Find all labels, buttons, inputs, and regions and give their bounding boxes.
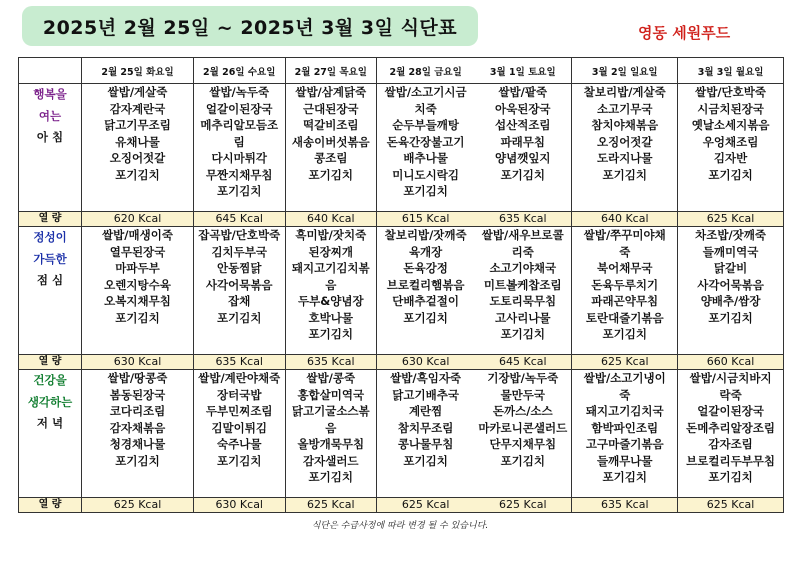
menu-item: 배추나물 [403, 151, 448, 165]
menu-item: 닭고기무조림 [104, 118, 171, 132]
menu-item: 죽 [619, 244, 631, 259]
kcal-value: 660 Kcal [678, 355, 784, 370]
menu-item: 감자채볶음 [109, 420, 166, 435]
menu-item: 콩조림 [314, 151, 348, 165]
breakfast-row [19, 84, 784, 212]
menu-item: 포기김치 [217, 310, 262, 325]
menu-cell [474, 84, 571, 200]
menu-cell [678, 227, 784, 355]
menu-cell-split [377, 84, 572, 212]
menu-table [18, 57, 784, 513]
kcal-value: 630 Kcal [193, 498, 285, 513]
menu-item: 안동찜닭 [217, 261, 262, 275]
menu-item: 고사리나물 [495, 310, 551, 325]
menu-item: 계란찜 [408, 404, 443, 418]
menu-item: 다시마튀각 [211, 151, 267, 165]
meal-label-dinner: 건강을 생각하는 저 녁 [19, 370, 82, 498]
kcal-value: 640 Kcal [572, 212, 678, 227]
menu-item: 메추리알모듬조 [200, 118, 279, 132]
menu-item: 쌀밥/삼계닭죽 [295, 85, 367, 99]
menu-item: 김치두부국 [211, 244, 267, 259]
menu-cell [193, 370, 285, 498]
menu-item: 단배추겉절이 [392, 294, 459, 308]
menu-item: 포기김치 [602, 167, 647, 182]
kcal-value: 615 Kcal [401, 212, 450, 225]
menu-item: 쌀밥/계란야채죽 [198, 371, 281, 385]
menu-item: 잡곡밥/단호박죽 [198, 228, 281, 242]
column-header: 2월 28일 금요일 [389, 66, 462, 78]
menu-item: 돈육두루치기 [591, 277, 659, 292]
kcal-value: 640 Kcal [285, 212, 377, 227]
menu-item: 닭갈비 [713, 261, 748, 275]
menu-item: 오징어젓갈 [596, 134, 653, 149]
kcal-value: 630 Kcal [82, 355, 194, 370]
menu-item: 포기김치 [708, 167, 753, 182]
kcal-value: 620 Kcal [82, 212, 194, 227]
menu-item: 얼갈이된장국 [697, 404, 764, 418]
menu-item: 도라지나물 [596, 151, 653, 165]
corner-cell [19, 58, 82, 84]
column-header: 2월 27일 목요일 [285, 58, 377, 84]
menu-item: 우엉채조림 [702, 134, 759, 149]
menu-item: 포기김치 [708, 310, 753, 325]
menu-item: 사각어묵볶음 [697, 277, 764, 292]
menu-item: 새송이버섯볶음 [291, 134, 370, 149]
header-row [19, 58, 784, 84]
menu-item: 들깨무나물 [596, 453, 653, 468]
menu-cell-split [377, 227, 572, 355]
menu-item: 쌀밥/콩죽 [306, 371, 356, 385]
menu-item: 두부민찌조림 [205, 404, 273, 418]
menu-item: 홍합살미역국 [297, 387, 365, 402]
menu-item: 감자조림 [708, 437, 753, 451]
menu-item: 음 [325, 420, 337, 435]
menu-item: 포기김치 [308, 327, 353, 341]
menu-item: 돈까스/소스 [492, 404, 553, 418]
menu-item: 참치야채볶음 [591, 118, 659, 132]
column-header: 3월 3일 월요일 [678, 58, 784, 84]
menu-item: 쌀밥/매생이죽 [102, 228, 173, 242]
kcal-value: 635 Kcal [285, 355, 377, 370]
kcal-row [19, 355, 784, 370]
menu-item: 돼지고기김치국 [585, 404, 664, 418]
menu-item: 찰보리밥/잣깨죽 [384, 228, 467, 242]
menu-item: 브로컬리두부무침 [686, 453, 776, 468]
menu-item: 무짠지채무침 [205, 167, 273, 182]
lunch-row [19, 227, 784, 355]
kcal-value: 625 Kcal [499, 498, 547, 511]
footer-note: 식단은 수급사정에 따라 변경 될 수 있습니다. [311, 521, 489, 531]
menu-item: 쌀밥/땅콩죽 [107, 371, 168, 385]
menu-item: 옛날소세지볶음 [691, 118, 770, 132]
menu-item: 북어채무국 [596, 261, 653, 275]
menu-cell [377, 227, 474, 343]
menu-item: 쌀밥/녹두죽 [209, 85, 270, 99]
menu-item: 토란대줄기볶음 [585, 310, 664, 325]
menu-item: 섭산적조림 [495, 118, 551, 132]
menu-cell [377, 84, 474, 200]
menu-cell [474, 370, 571, 469]
menu-item: 포기김치 [403, 310, 448, 325]
menu-item: 오복지채무침 [104, 294, 171, 308]
kcal-row [19, 212, 784, 227]
menu-item: 돈메추리알장조림 [686, 420, 776, 435]
menu-cell [285, 370, 377, 498]
menu-item: 함박파인조림 [591, 420, 659, 435]
menu-item: 포기김치 [217, 184, 262, 198]
menu-item: 흑미밥/잣치죽 [295, 228, 367, 242]
menu-item: 포기김치 [403, 184, 448, 198]
menu-item: 음 [325, 277, 337, 292]
menu-cell [474, 227, 571, 343]
menu-item: 유채나물 [115, 134, 160, 149]
kcal-label: 열 량 [19, 355, 82, 370]
kcal-value: 645 Kcal [499, 355, 547, 368]
menu-item: 떡갈비조림 [303, 118, 359, 132]
kcal-value: 630 Kcal [401, 355, 450, 368]
menu-item: 단무지채무침 [489, 437, 557, 451]
menu-cell [82, 227, 194, 355]
menu-cell [193, 227, 285, 355]
menu-item: 쌀밥/시금치바지 [689, 371, 772, 385]
menu-item: 육개장 [408, 244, 443, 259]
menu-item: 장터국밥 [217, 387, 262, 402]
kcal-value: 625 Kcal [572, 355, 678, 370]
menu-item: 고구마줄기볶음 [585, 437, 664, 451]
menu-item: 닭고기굴소스볶 [291, 404, 370, 418]
dinner-row [19, 370, 784, 498]
menu-cell [678, 84, 784, 212]
kcal-split [377, 212, 572, 227]
menu-item: 브로컬리햄볶음 [386, 277, 465, 292]
menu-item: 차조밥/잣깨죽 [695, 228, 766, 242]
menu-item: 포기김치 [403, 453, 448, 468]
menu-item: 포기김치 [115, 167, 160, 182]
kcal-value: 625 Kcal [285, 498, 377, 513]
menu-item: 미니도시락김 [392, 167, 459, 182]
menu-item: 들깨미역국 [702, 244, 759, 259]
menu-item: 오징어젓갈 [109, 151, 166, 165]
menu-cell [82, 370, 194, 498]
menu-item: 포기김치 [115, 453, 160, 468]
menu-item: 김말이튀김 [211, 420, 267, 435]
column-header: 3월 1일 토요일 [489, 66, 556, 78]
menu-item: 쌀밥/단호박죽 [695, 85, 766, 99]
menu-item: 포기김치 [602, 327, 647, 341]
kcal-row [19, 498, 784, 513]
kcal-split [377, 498, 572, 513]
menu-item: 참치무조림 [397, 420, 454, 435]
menu-item: 쌀밥/소고기시금 [384, 85, 467, 99]
menu-item: 근대된장국 [303, 101, 359, 116]
menu-item: 콩나물무침 [397, 437, 454, 451]
menu-item: 소고기야채국 [489, 261, 557, 275]
kcal-value: 645 Kcal [193, 212, 285, 227]
menu-item: 마카로니콘샐러드 [478, 420, 568, 435]
menu-item: 도토리묵무침 [489, 294, 557, 308]
menu-cell [377, 370, 474, 469]
menu-item: 숙주나물 [217, 437, 262, 451]
menu-item: 죽 [619, 387, 631, 402]
kcal-value: 635 Kcal [572, 498, 678, 513]
menu-item: 쌀밥/쭈꾸미야채 [583, 228, 666, 242]
menu-item: 파래무침 [500, 134, 545, 149]
menu-item: 포기김치 [500, 453, 545, 468]
menu-item: 올방개묵무침 [297, 437, 365, 451]
menu-item: 김자반 [713, 151, 748, 165]
menu-item: 포기김치 [602, 470, 647, 484]
kcal-value: 625 Kcal [82, 498, 194, 513]
menu-item: 락죽 [719, 387, 742, 402]
menu-item: 쌀밥/게살죽 [107, 85, 168, 99]
menu-item: 치죽 [414, 101, 437, 116]
menu-cell [193, 84, 285, 212]
menu-cell [572, 227, 678, 355]
kcal-value: 625 Kcal [678, 498, 784, 513]
meal-label-lunch: 정성이 가득한 점 심 [19, 227, 82, 355]
menu-item: 감자계란국 [109, 101, 166, 116]
menu-item: 돈육간장불고기 [386, 134, 465, 149]
menu-item: 파래곤약무침 [591, 294, 659, 308]
menu-item: 포기김치 [500, 167, 545, 182]
menu-item: 호박나물 [308, 310, 353, 325]
menu-item: 잡채 [228, 294, 251, 308]
menu-cell [82, 84, 194, 212]
menu-cell [285, 84, 377, 212]
kcal-label: 열 량 [19, 212, 82, 227]
kcal-value: 625 Kcal [678, 212, 784, 227]
menu-item: 소고기무국 [596, 101, 653, 116]
menu-item: 기장밥/녹두죽 [487, 371, 559, 385]
menu-item: 찰보리밥/게살죽 [583, 85, 666, 99]
menu-item: 포기김치 [115, 310, 160, 325]
menu-item: 포기김치 [708, 470, 753, 484]
menu-item: 얼갈이된장국 [205, 101, 273, 116]
menu-item: 오렌지탕수육 [104, 277, 171, 292]
menu-item: 돈육강정 [403, 261, 448, 275]
menu-item: 봄동된장국 [109, 387, 166, 402]
menu-item: 포기김치 [500, 327, 545, 341]
menu-item: 감자샐러드 [303, 453, 359, 468]
menu-cell [572, 370, 678, 498]
menu-item: 아욱된장국 [495, 101, 551, 116]
kcal-value: 625 Kcal [401, 498, 450, 511]
menu-item: 쌀밥/새우브로콜 [481, 228, 564, 242]
menu-item: 쌀밥/소고기냉이 [583, 371, 666, 385]
kcal-value: 635 Kcal [499, 212, 547, 225]
column-header: 3월 2일 일요일 [572, 58, 678, 84]
menu-item: 시금치된장국 [697, 101, 764, 116]
column-header-split [377, 58, 572, 84]
menu-item: 리죽 [511, 244, 534, 259]
menu-item: 마파두부 [115, 261, 160, 275]
kcal-value: 635 Kcal [193, 355, 285, 370]
page-title: 2025년 2월 25일 ~ 2025년 3월 3일 식단표 [22, 6, 478, 46]
menu-item: 돼지고기김치볶 [291, 261, 370, 275]
menu-item: 순두부들깨탕 [392, 118, 459, 132]
menu-item: 포기김치 [308, 167, 353, 182]
menu-item: 쌀밥/흑임자죽 [390, 371, 462, 385]
menu-cell-split [377, 370, 572, 498]
menu-item: 물만두국 [500, 387, 545, 402]
menu-item: 양념깻잎지 [495, 151, 551, 165]
menu-item: 양배추/쌈장 [700, 294, 761, 308]
kcal-split [377, 355, 572, 370]
menu-item: 미트볼케찹조림 [483, 277, 562, 292]
menu-cell [285, 227, 377, 355]
menu-item: 포기김치 [308, 470, 353, 484]
menu-cell [678, 370, 784, 498]
menu-item: 두부&양념장 [297, 294, 364, 308]
menu-item: 된장찌개 [308, 244, 353, 259]
menu-cell [572, 84, 678, 212]
menu-item: 림 [233, 134, 245, 149]
menu-item: 포기김치 [217, 453, 262, 468]
menu-item: 코다리조림 [109, 404, 166, 418]
menu-item: 열무된장국 [109, 244, 166, 259]
column-header: 2월 25일 화요일 [82, 58, 194, 84]
kcal-label: 열 량 [19, 498, 82, 513]
menu-item: 청경채나물 [109, 437, 166, 451]
menu-item: 사각어묵볶음 [205, 277, 273, 292]
column-header: 2월 26일 수요일 [193, 58, 285, 84]
menu-item: 쌀밥/팥죽 [498, 85, 548, 99]
menu-item: 닭고기배추국 [392, 387, 459, 402]
company-name: 영동 세원푸드 [638, 24, 731, 42]
meal-label-breakfast: 행복을 여는 아 침 [19, 84, 82, 212]
